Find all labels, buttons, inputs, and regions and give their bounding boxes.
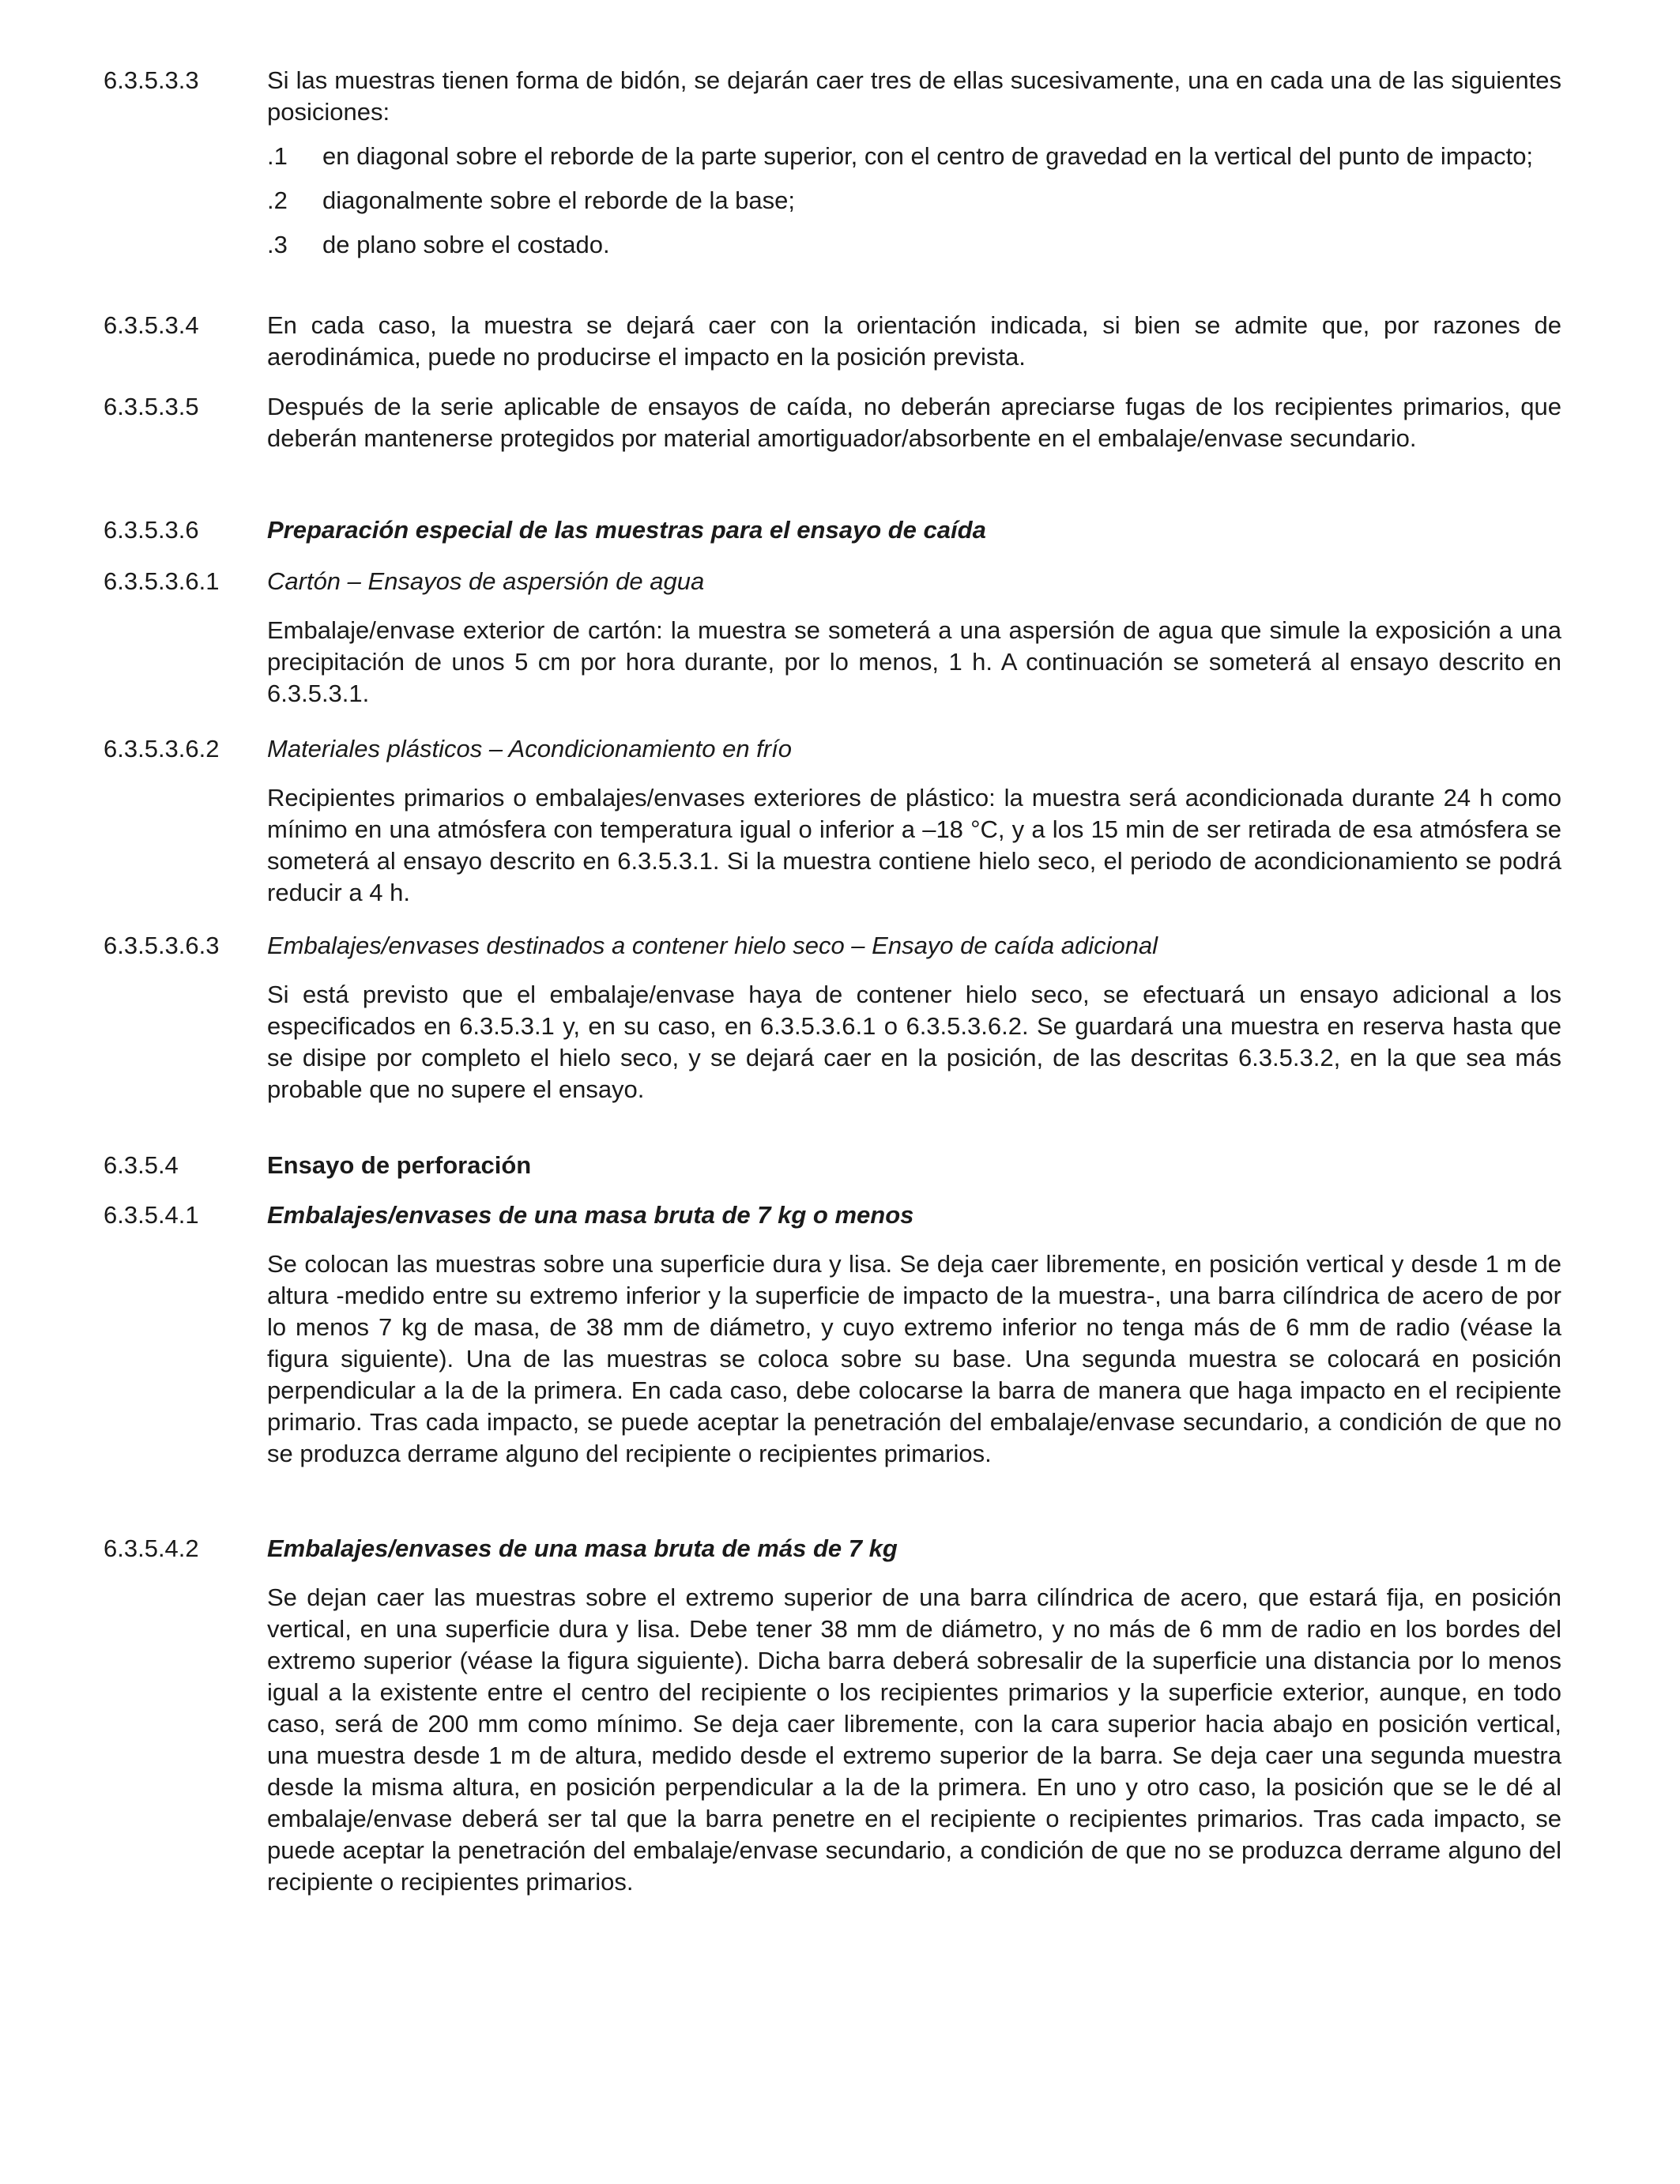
section-title: Embalajes/envases destinados a contener hielo seco – Ensayo de caída adicional [267,932,1158,959]
section-6-3-5-3-4 [104,310,1561,373]
section-text: Si las muestras tienen forma de bidón, se dejarán caer tres de ellas sucesivamente, una en cada una de las siguientes posiciones: [267,66,1561,126]
section-number: 6.3.5.4.2 [104,1534,199,1562]
section-number: 6.3.5.3.5 [104,393,199,420]
list-item [267,185,1561,217]
section-6-3-5-4-1 [104,1199,1561,1470]
section-number: 6.3.5.3.6 [104,516,199,544]
section-title: Ensayo de perforación [267,1151,532,1179]
section-6-3-5-3-6-3 [104,930,1561,1105]
section-title: Materiales plásticos – Acondicionamiento en frío [267,735,792,763]
section-number: 6.3.5.3.4 [104,311,199,339]
list-item-text: en diagonal sobre el reborde de la parte superior, con el centro de gravedad en la vertical del punto de impacto; [322,142,1534,170]
list-item-text: diagonalmente sobre el reborde de la base; [322,186,796,214]
section-6-3-5-4 [104,1150,1561,1181]
section-text: Si está previsto que el embalaje/envase haya de contener hielo seco, se efectuará un ensayo adicional a los especificados en 6.3.5.3.1 y, en su caso, en 6.3.5.3.6.1 o 6.3.5.3.6.2. Se guardará una muestra en reserva hasta que se disipe por completo el hielo seco, y se dejará caer en la posición, de las descritas 6.3.5.3.2, en la que sea más probable que no supere el ensayo. [267,981,1561,1103]
section-title: Embalajes/envases de una masa bruta de 7 kg o menos [267,1201,914,1229]
section-text: Embalaje/envase exterior de cartón: la muestra se someterá a una aspersión de agua que simule la exposición a una precipitación de unos 5 cm por hora durante, por lo menos, 1 h. A continuación se someterá al ensayo descrito en 6.3.5.3.1. [267,616,1561,707]
section-text: Después de la serie aplicable de ensayos de caída, no deberán apreciarse fugas de los recipientes primarios, que deberán mantenerse protegidos por material amortiguador/absorbente en el embalaje/envase secundario. [267,393,1561,452]
section-number: 6.3.5.3.3 [104,66,199,94]
section-number: 6.3.5.4 [104,1151,179,1179]
section-number: 6.3.5.3.6.1 [104,567,220,595]
list-item-number: .2 [267,186,288,214]
section-6-3-5-4-2 [104,1533,1561,1898]
section-number: 6.3.5.3.6.3 [104,932,220,959]
list-item [267,229,1561,261]
section-title: Cartón – Ensayos de aspersión de agua [267,567,705,595]
list-item-text: de plano sobre el costado. [322,231,610,258]
section-text: Se dejan caer las muestras sobre el extremo superior de una barra cilíndrica de acero, que estará fija, en posición vertical, en una superficie dura y lisa. Debe tener 38 mm de diámetro, y no más de 6 mm de radio en los bordes del extremo superior (véase la figura siguiente). Dicha barra deberá sobresalir de la superficie una distancia por lo menos igual a la existente entre el centro del recipiente o los recipientes primarios y la superficie exterior, aunque, en todo caso, será de 200 mm como mínimo. Se deja caer libremente, con la cara superior hacia abajo en posición vertical, una muestra desde 1 m de altura, medido desde el extremo superior de la barra. Se deja caer una segunda muestra desde la misma altura, en posición perpendicular a la de la primera. En uno y otro caso, la posición que se le dé al embalaje/envase deberá ser tal que la barra penetre en el recipiente o recipientes primarios. Tras cada impacto, se puede aceptar la penetración del embalaje/envase secundario, a condición de que no se produzca derrame alguno del recipiente o recipientes primarios. [267,1583,1561,1896]
section-number: 6.3.5.4.1 [104,1201,199,1229]
list-item-number: .3 [267,231,288,258]
section-text: En cada caso, la muestra se dejará caer con la orientación indicada, si bien se admite que, por razones de aerodinámica, puede no producirse el impacto en la posición prevista. [267,311,1561,371]
section-6-3-5-3-5 [104,391,1561,454]
section-6-3-5-3-6-1 [104,566,1561,710]
section-6-3-5-3-3 [104,65,1561,261]
section-6-3-5-3-6 [104,514,1561,546]
section-title: Preparación especial de las muestras para el ensayo de caída [267,516,986,544]
list-item [267,141,1561,172]
section-title: Embalajes/envases de una masa bruta de más de 7 kg [267,1534,898,1562]
section-6-3-5-3-6-2 [104,733,1561,909]
section-text: Recipientes primarios o embalajes/envases exteriores de plástico: la muestra será acondicionada durante 24 h como mínimo en una atmósfera con temperatura igual o inferior a –18 °C, y a los 15 min de ser retirada de esa atmósfera se someterá al ensayo descrito en 6.3.5.3.1. Si la muestra contiene hielo seco, el periodo de acondicionamiento se podrá reducir a 4 h. [267,784,1561,906]
section-number: 6.3.5.3.6.2 [104,735,220,763]
section-text: Se colocan las muestras sobre una superficie dura y lisa. Se deja caer libremente, en posición vertical y desde 1 m de altura -medido entre su extremo inferior y la superficie de impacto de la muestra-, una barra cilíndrica de acero de por lo menos 7 kg de masa, de 38 mm de diámetro, y cuyo extremo inferior no tenga más de 6 mm de radio (véase la figura siguiente). Una de las muestras se coloca sobre su base. Una segunda muestra se colocará en posición perpendicular a la de la primera. En cada caso, debe colocarse la barra de manera que haga impacto en el recipiente primario. Tras cada impacto, se puede aceptar la penetración del embalaje/envase secundario, a condición de que no se produzca derrame alguno del recipiente o recipientes primarios. [267,1250,1561,1467]
list-item-number: .1 [267,142,288,170]
